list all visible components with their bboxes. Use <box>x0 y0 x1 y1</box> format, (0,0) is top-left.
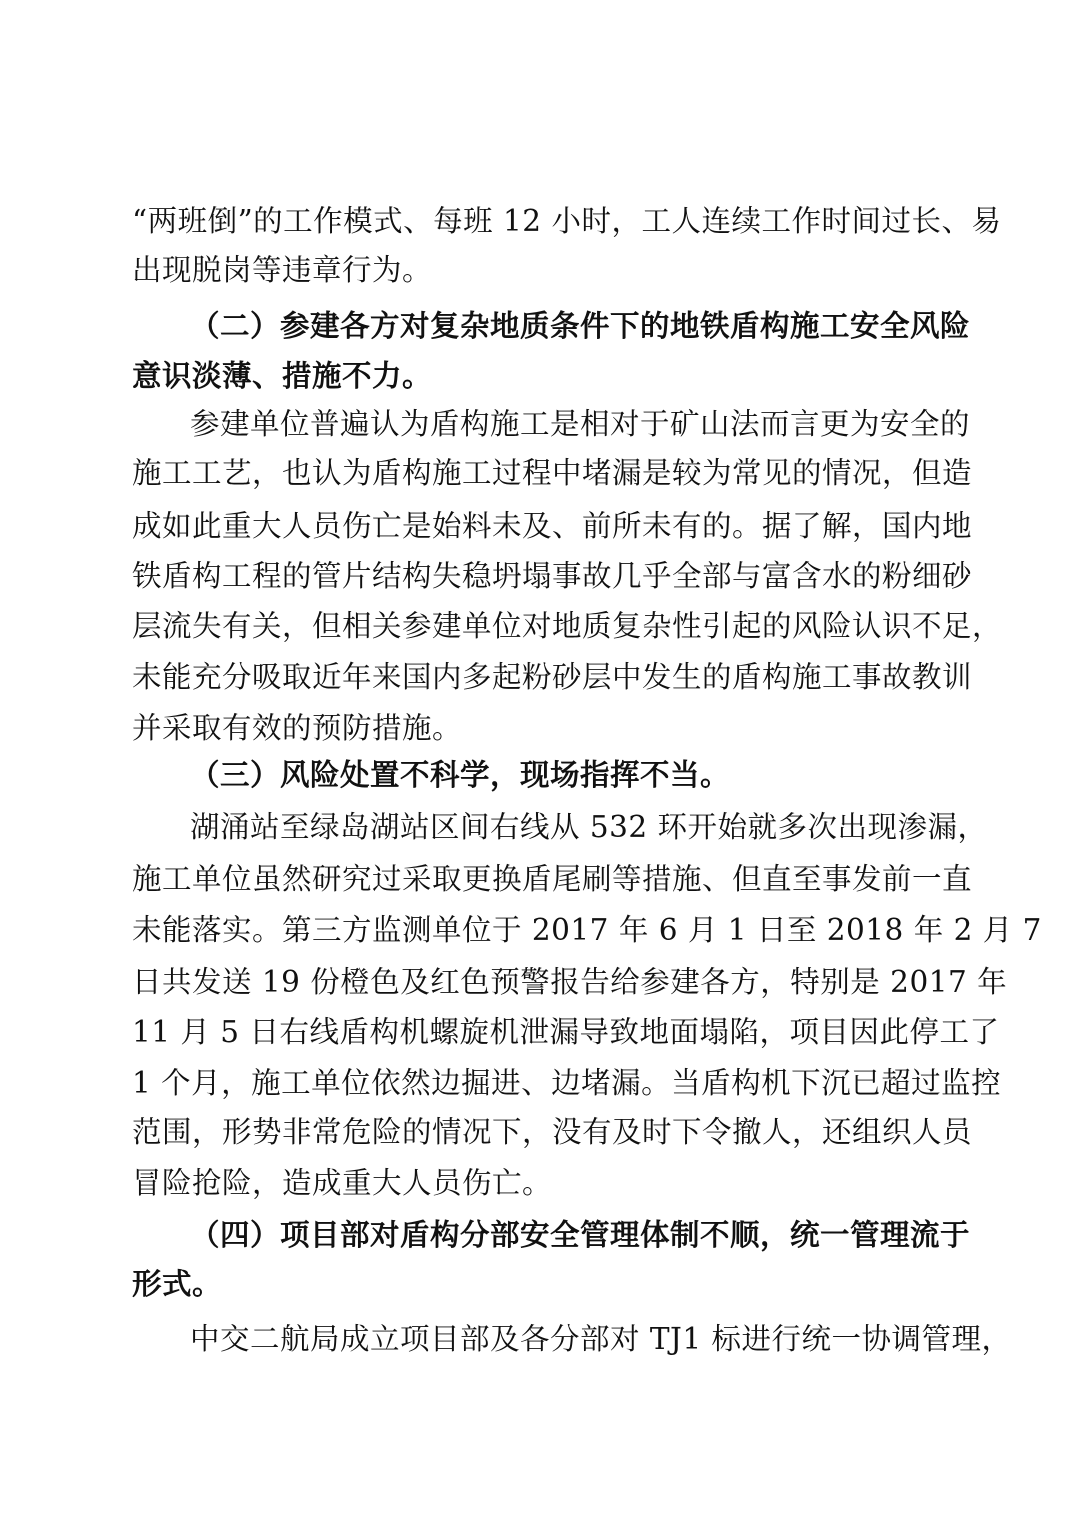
section-heading-line: （二）参建各方对复杂地质条件下的地铁盾构施工安全风险 <box>190 308 971 343</box>
section-heading-line: 意识淡薄、措施不力。 <box>132 358 433 393</box>
body-text-line: 成如此重大人员伤亡是始料未及、前所未有的。据了解，国内地 <box>132 509 973 543</box>
body-text-line: 未能充分吸取近年来国内多起粉砂层中发生的盾构施工事故教训 <box>132 660 973 694</box>
body-text-line: 施工工艺，也认为盾构施工过程中堵漏是较为常见的情况，但造 <box>132 456 973 490</box>
section-heading-line: 形式。 <box>132 1266 223 1301</box>
section-heading-line: （三）风险处置不科学，现场指挥不当。 <box>190 757 731 792</box>
body-text-line: 未能落实。第三方监测单位于 2017 年 6 月 1 日至 2018 年 2 月 7 <box>132 913 1042 947</box>
body-text-line: 1 个月，施工单位依然边掘进、边堵漏。当盾构机下沉已超过监控 <box>132 1066 1002 1100</box>
body-text-line: 冒险抢险，造成重大人员伤亡。 <box>132 1166 553 1200</box>
body-text-line: 范围，形势非常危险的情况下，没有及时下令撤人，还组织人员 <box>132 1115 973 1149</box>
body-text-line: 日共发送 19 份橙色及红色预警报告给参建各方，特别是 2017 年 <box>132 965 1008 999</box>
body-text-line: 湖涌站至绿岛湖站区间右线从 532 环开始就多次出现渗漏， <box>190 810 988 844</box>
body-text-line: 11 月 5 日右线盾构机螺旋机泄漏导致地面塌陷，项目因此停工了 <box>132 1015 1000 1049</box>
body-text-line: 层流失有关，但相关参建单位对地质复杂性引起的风险认识不足， <box>132 609 1003 643</box>
section-heading-line: （四）项目部对盾构分部安全管理体制不顺，统一管理流于 <box>190 1217 971 1252</box>
body-text-line: 中交二航局成立项目部及各分部对 TJ1 标进行统一协调管理， <box>190 1322 1012 1356</box>
body-text-line: 铁盾构工程的管片结构失稳坍塌事故几乎全部与富含水的粉细砂 <box>132 559 973 593</box>
body-text-line: 参建单位普遍认为盾构施工是相对于矿山法而言更为安全的 <box>190 407 971 441</box>
body-text-line: 并采取有效的预防措施。 <box>132 711 463 745</box>
body-text-line: “两班倒”的工作模式、每班 12 小时，工人连续工作时间过长、易 <box>132 204 1002 238</box>
body-text-line: 施工单位虽然研究过采取更换盾尾刷等措施、但直至事发前一直 <box>132 862 973 896</box>
body-text-line: 出现脱岗等违章行为。 <box>132 253 433 287</box>
